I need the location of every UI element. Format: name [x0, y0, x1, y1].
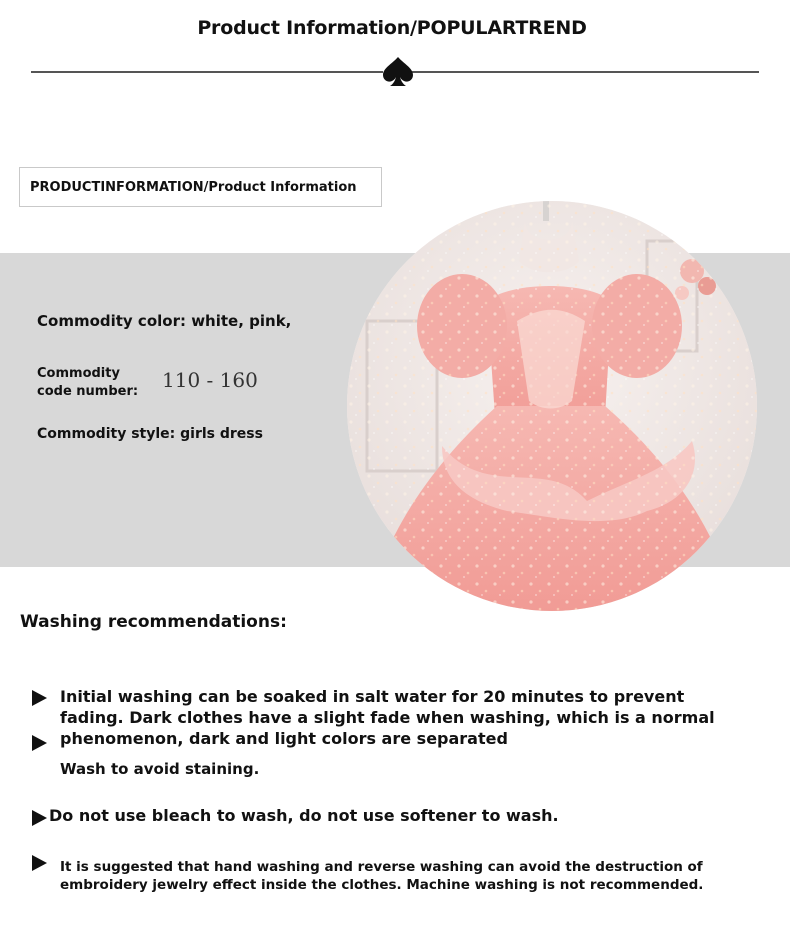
triangle-right-icon	[32, 810, 47, 826]
commodity-color: Commodity color: white, pink,	[37, 312, 292, 330]
commodity-code-value: 110 - 160	[162, 368, 258, 392]
page-title: Product Information/POPULARTREND	[197, 17, 587, 39]
commodity-style: Commodity style: girls dress	[37, 426, 263, 442]
commodity-code-label: Commodity code number:	[37, 366, 139, 399]
dress-illustration	[347, 201, 757, 611]
triangle-right-icon	[32, 855, 47, 871]
washing-item-4: It is suggested that hand washing and reverse washing can avoid the destruction of embroidery jewelry effect inside the clothes. Machine washing is not recommended.	[60, 859, 704, 893]
triangle-right-icon	[32, 735, 47, 751]
divider-line-right	[412, 71, 759, 73]
washing-heading: Washing recommendations:	[20, 612, 287, 632]
product-photo	[347, 201, 757, 611]
washing-item-1: Initial washing can be soaked in salt water for 20 minutes to prevent fading. Dark clothes have a slight fade when washing, which is a normal phenomenon, dark and light colors are separated	[60, 687, 715, 748]
spade-icon	[380, 54, 416, 90]
triangle-right-icon	[32, 690, 47, 706]
divider-line-left	[31, 71, 383, 73]
washing-item-3: Do not use bleach to wash, do not use softener to wash.	[49, 806, 559, 825]
product-info-label: PRODUCTINFORMATION/Product Information	[30, 180, 357, 195]
washing-item-2: Wash to avoid staining.	[60, 760, 260, 778]
